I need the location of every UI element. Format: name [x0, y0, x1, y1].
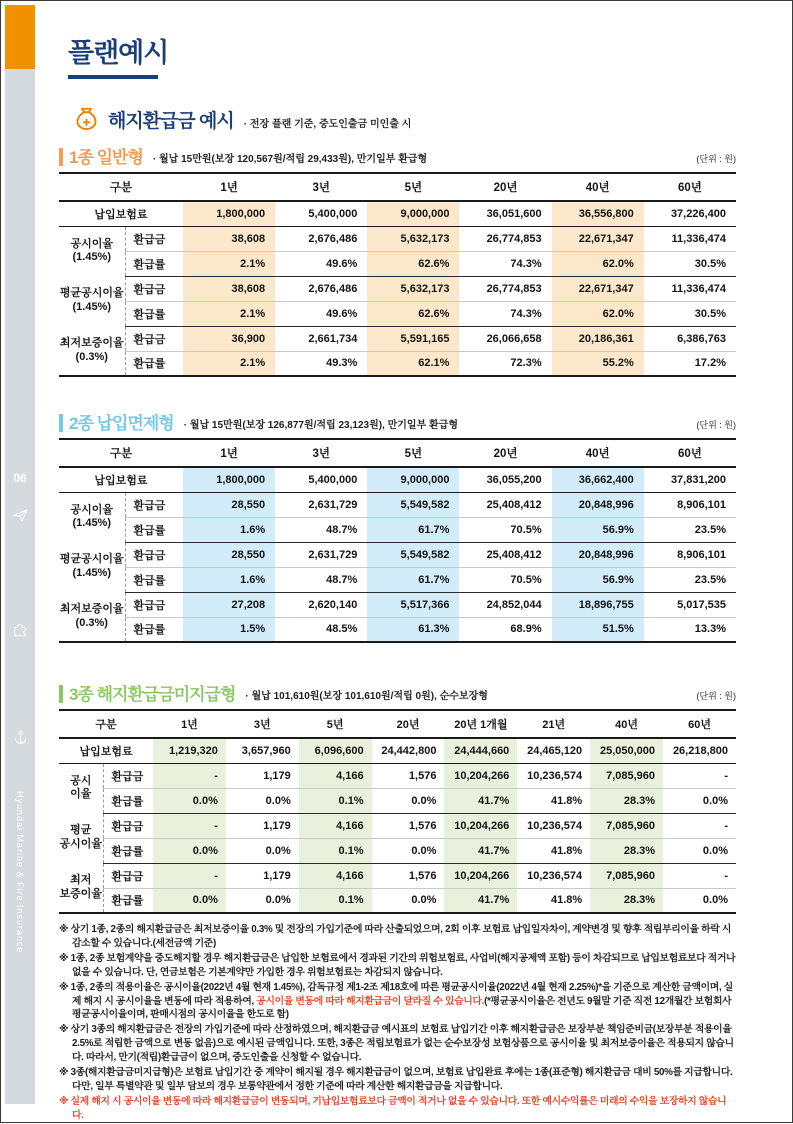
rate-row [59, 617, 736, 642]
refund-row [59, 326, 736, 351]
premium-value: 25,050,000 [590, 738, 663, 763]
refund-value: - [663, 863, 736, 888]
table-header-row [59, 710, 736, 738]
section-title: 3종 해지환급금미지급형 [69, 685, 236, 704]
column-header-year: 60년 [644, 173, 736, 201]
section-accent-bar [59, 685, 63, 703]
refund-value: 4,166 [299, 863, 372, 888]
rate-label: 환급률 [103, 838, 153, 863]
footnote-red-text: ※ 실제 해지 시 공시이율 변동에 따라 해지환급금이 변동되며, 기납입보험료보다 금액이 적거나 없을 수 있습니다. 또한 예시수익률은 미래의 수익을 보장하지 않습니다. [59, 1095, 727, 1121]
column-header-year: 40년 [590, 710, 663, 738]
table-header-row [59, 173, 736, 201]
premium-value: 36,556,800 [552, 201, 644, 226]
rate-value: 0.0% [372, 788, 445, 813]
refund-value: 2,631,729 [275, 542, 367, 567]
section-header [59, 685, 736, 703]
premium-row-label: 납입보험료 [59, 467, 183, 492]
rate-value: 49.3% [275, 351, 367, 376]
premium-value: 5,400,000 [275, 201, 367, 226]
premium-value: 1,800,000 [183, 201, 275, 226]
premium-value: 9,000,000 [367, 467, 459, 492]
plan-table-2 [59, 438, 736, 643]
rate-value: 28.3% [590, 788, 663, 813]
column-header-year: 1년 [183, 439, 275, 467]
footnote [59, 1023, 736, 1065]
rate-value: 1.5% [183, 617, 275, 642]
rate-row [59, 888, 736, 913]
refund-value: 20,848,996 [552, 492, 644, 517]
column-header-year: 5년 [367, 173, 459, 201]
refund-value: 26,774,853 [459, 276, 551, 301]
rate-value: 0.0% [226, 788, 299, 813]
rate-value: 13.3% [644, 617, 736, 642]
footnote-text: ※ 상기 1종, 2종의 해지환급금은 최저보증이율 0.3% 및 전장의 가입기준에 따라 산출되었으며, 2회 이후 보험료 납입일자차이, 계약변경 및 향후 적립부리이율 하락 시 감소할 수 있습니다.(세전금액 기준) [59, 924, 732, 949]
group-label: 공시이율 (1.45%) [59, 492, 125, 542]
plan-table-3 [59, 709, 736, 914]
plan-table-slot-3 [59, 709, 736, 914]
column-header-year: 21년 [517, 710, 590, 738]
premium-row-label: 납입보험료 [59, 201, 183, 226]
refund-value: 20,848,996 [552, 542, 644, 567]
premium-value: 24,442,800 [372, 738, 445, 763]
content-area [59, 1, 736, 1124]
refund-value: 7,085,960 [590, 863, 663, 888]
unit-label: (단위 : 원) [696, 154, 736, 164]
sidebar-strip [5, 69, 35, 1104]
column-header-year: 1년 [153, 710, 226, 738]
refund-value: 11,336,474 [644, 226, 736, 251]
anchor-icon [5, 729, 35, 746]
rate-row [59, 567, 736, 592]
column-header-year: 60년 [663, 710, 736, 738]
rate-value: 48.7% [275, 567, 367, 592]
premium-value: 3,657,960 [226, 738, 299, 763]
refund-value: 25,408,412 [459, 492, 551, 517]
refund-value: 26,774,853 [459, 226, 551, 251]
refund-value: - [153, 863, 226, 888]
premium-value: 6,096,600 [299, 738, 372, 763]
refund-value: 2,676,486 [275, 276, 367, 301]
footnote-red-text: 공시이율 변동에 따라 해지환급금이 달라질 수 있습니다. [256, 995, 485, 1007]
rate-value: 41.7% [444, 888, 517, 913]
column-header-year: 20년 [372, 710, 445, 738]
surrender-value-heading [59, 106, 736, 133]
rate-value: 68.9% [459, 617, 551, 642]
refund-value: 28,550 [183, 492, 275, 517]
column-header-year: 40년 [552, 439, 644, 467]
rate-value: 0.0% [372, 838, 445, 863]
section-title: 2종 납입면제형 [69, 414, 174, 433]
rate-value: 1.6% [183, 517, 275, 542]
refund-value: 5,632,173 [367, 226, 459, 251]
rate-value: 41.8% [517, 838, 590, 863]
refund-label: 환급금 [125, 326, 183, 351]
refund-value: 10,204,266 [444, 813, 517, 838]
rate-value: 23.5% [644, 517, 736, 542]
footnote [59, 1066, 736, 1094]
refund-value: 5,017,535 [644, 592, 736, 617]
refund-value: - [153, 763, 226, 788]
refund-value: 10,204,266 [444, 763, 517, 788]
rate-value: 74.3% [459, 301, 551, 326]
refund-value: 2,676,486 [275, 226, 367, 251]
group-label: 최저보증이율 (0.3%) [59, 592, 125, 642]
plan-table-1 [59, 172, 736, 377]
rate-value: 70.5% [459, 517, 551, 542]
column-header-year: 3년 [275, 439, 367, 467]
premium-value: 37,831,200 [644, 467, 736, 492]
refund-row [59, 492, 736, 517]
money-pouch-icon [73, 106, 100, 133]
rate-value: 0.1% [299, 838, 372, 863]
premium-value: 37,226,400 [644, 201, 736, 226]
rate-value: 0.1% [299, 888, 372, 913]
refund-value: 7,085,960 [590, 813, 663, 838]
group-label: 평균 공시이율 [59, 813, 103, 863]
section-title: 1종 일반형 [69, 148, 143, 167]
refund-value: 24,852,044 [459, 592, 551, 617]
premium-value: 1,800,000 [183, 467, 275, 492]
refund-value: 8,906,101 [644, 492, 736, 517]
rate-value: 30.5% [644, 251, 736, 276]
column-header-year: 3년 [226, 710, 299, 738]
refund-label: 환급금 [125, 592, 183, 617]
refund-label: 환급금 [125, 492, 183, 517]
refund-value: 8,906,101 [644, 542, 736, 567]
refund-value: 1,179 [226, 863, 299, 888]
rate-value: 41.8% [517, 888, 590, 913]
footnote-text: ※ 1종, 2종의 적용이율은 공시이율(2022년 4월 현재 1.45%), 감독규정 제1-2조 제18호에 따른 평균공시이율(2022년 4월 현재 2.25%)*을 기준으로 계산한 금액이며, 실제 해지 시 공시이율을 변동에 따라 적용하여, [59, 981, 733, 1007]
column-header-year: 3년 [275, 173, 367, 201]
premium-value: 36,051,600 [459, 201, 551, 226]
refund-row [59, 592, 736, 617]
refund-value: 38,608 [183, 226, 275, 251]
rate-label: 환급률 [125, 351, 183, 376]
premium-value: 1,219,320 [153, 738, 226, 763]
rate-value: 48.5% [275, 617, 367, 642]
rate-value: 49.6% [275, 301, 367, 326]
refund-label: 환급금 [125, 226, 183, 251]
rate-value: 55.2% [552, 351, 644, 376]
plan-table-slot-2 [59, 438, 736, 643]
group-label: 평균공시이율 (1.45%) [59, 542, 125, 592]
rate-label: 환급률 [125, 517, 183, 542]
refund-value: 36,900 [183, 326, 275, 351]
premium-row [59, 467, 736, 492]
refund-value: 10,204,266 [444, 863, 517, 888]
rate-value: 62.0% [552, 251, 644, 276]
refund-value: 10,236,574 [517, 863, 590, 888]
refund-value: 1,576 [372, 863, 445, 888]
section-header [59, 414, 736, 432]
column-header-year: 20년 1개월 [444, 710, 517, 738]
refund-label: 환급금 [103, 863, 153, 888]
refund-value: 25,408,412 [459, 542, 551, 567]
rate-value: 61.7% [367, 567, 459, 592]
refund-value: 18,896,755 [552, 592, 644, 617]
refund-value: 5,591,165 [367, 326, 459, 351]
sidebar-orange-block [5, 5, 35, 69]
rate-value: 1.6% [183, 567, 275, 592]
group-label: 최저보증이율 (0.3%) [59, 326, 125, 376]
rate-row [59, 838, 736, 863]
premium-value: 24,465,120 [517, 738, 590, 763]
refund-value: 5,632,173 [367, 276, 459, 301]
refund-value: 28,550 [183, 542, 275, 567]
premium-row [59, 738, 736, 763]
footnote-text: (*평균공시이율은 전년도 9월말 기준 직전 12개월간 보험회사 평균공시이율이며, 판매시점의 공시이율을 한도로 함) [72, 995, 732, 1021]
rate-row [59, 351, 736, 376]
rate-row [59, 301, 736, 326]
table-header-row [59, 439, 736, 467]
section-type1-standard [59, 148, 736, 377]
section-header [59, 148, 736, 166]
page-title: 플랜예시 [68, 38, 169, 68]
refund-value: 7,085,960 [590, 763, 663, 788]
refund-value: 2,661,734 [275, 326, 367, 351]
rate-value: 0.0% [663, 888, 736, 913]
paper-plane-icon [5, 507, 35, 524]
brand-vertical-text: Hyundai Marine & Fire Insurance [15, 791, 25, 954]
refund-value: 27,208 [183, 592, 275, 617]
group-label: 공시이율 (1.45%) [59, 226, 125, 276]
heading-subtitle: · 전장 플랜 기준, 중도인출금 미인출 시 [243, 119, 412, 130]
refund-value: 26,066,658 [459, 326, 551, 351]
premium-row-label: 납입보험료 [59, 738, 153, 763]
refund-value: 22,671,347 [552, 226, 644, 251]
rate-value: 2.1% [183, 351, 275, 376]
refund-value: - [663, 763, 736, 788]
page-number: 06 [13, 471, 27, 485]
rate-value: 49.6% [275, 251, 367, 276]
refund-value: 20,186,361 [552, 326, 644, 351]
rate-value: 56.9% [552, 567, 644, 592]
rate-label: 환급률 [125, 617, 183, 642]
rate-value: 28.3% [590, 888, 663, 913]
rate-value: 70.5% [459, 567, 551, 592]
section-subtitle: · 월납 101,610원(보장 101,610원/적립 0원), 순수보장형 [245, 691, 488, 702]
group-label: 공시 이율 [59, 763, 103, 813]
rate-value: 2.1% [183, 251, 275, 276]
refund-value: 2,631,729 [275, 492, 367, 517]
column-header-gubun: 구분 [59, 173, 183, 201]
rate-value: 72.3% [459, 351, 551, 376]
rate-label: 환급률 [125, 567, 183, 592]
footnote [59, 923, 736, 951]
rate-value: 23.5% [644, 567, 736, 592]
rate-value: 30.5% [644, 301, 736, 326]
footnote [59, 1095, 736, 1123]
footnotes [59, 923, 736, 1123]
rate-row [59, 788, 736, 813]
refund-row [59, 813, 736, 838]
refund-value: 1,576 [372, 763, 445, 788]
rate-value: 41.8% [517, 788, 590, 813]
refund-value: 1,576 [372, 813, 445, 838]
section-accent-bar [59, 148, 63, 166]
footnote [59, 981, 736, 1023]
rate-label: 환급률 [125, 301, 183, 326]
rate-value: 51.5% [552, 617, 644, 642]
unit-label: (단위 : 원) [696, 420, 736, 430]
rate-value: 0.0% [663, 838, 736, 863]
refund-row [59, 542, 736, 567]
rate-value: 0.0% [226, 888, 299, 913]
refund-value: - [663, 813, 736, 838]
section-type3-no-refund [59, 685, 736, 914]
rate-value: 62.6% [367, 251, 459, 276]
column-header-year: 20년 [459, 173, 551, 201]
rate-value: 0.0% [153, 888, 226, 913]
rate-label: 환급률 [103, 788, 153, 813]
rate-label: 환급률 [103, 888, 153, 913]
premium-row [59, 201, 736, 226]
refund-value: 38,608 [183, 276, 275, 301]
refund-value: 5,549,582 [367, 492, 459, 517]
puzzle-icon [5, 621, 35, 638]
refund-row [59, 763, 736, 788]
rate-value: 74.3% [459, 251, 551, 276]
column-header-year: 5년 [367, 439, 459, 467]
refund-value: 11,336,474 [644, 276, 736, 301]
rate-row [59, 517, 736, 542]
rate-value: 61.3% [367, 617, 459, 642]
column-header-year: 40년 [552, 173, 644, 201]
rate-value: 62.0% [552, 301, 644, 326]
rate-value: 41.7% [444, 788, 517, 813]
refund-value: 5,549,582 [367, 542, 459, 567]
rate-value: 28.3% [590, 838, 663, 863]
rate-value: 62.1% [367, 351, 459, 376]
rate-value: 56.9% [552, 517, 644, 542]
rate-value: 2.1% [183, 301, 275, 326]
rate-value: 0.0% [372, 888, 445, 913]
refund-value: - [153, 813, 226, 838]
rate-label: 환급률 [125, 251, 183, 276]
refund-label: 환급금 [125, 542, 183, 567]
rate-value: 0.0% [153, 838, 226, 863]
section-accent-bar [59, 414, 63, 432]
rate-value: 62.6% [367, 301, 459, 326]
refund-label: 환급금 [103, 763, 153, 788]
refund-value: 10,236,574 [517, 813, 590, 838]
refund-value: 6,386,763 [644, 326, 736, 351]
section-type2-waiver [59, 414, 736, 643]
column-header-year: 5년 [299, 710, 372, 738]
refund-value: 4,166 [299, 813, 372, 838]
rate-value: 0.0% [153, 788, 226, 813]
section-subtitle: · 월납 15만원(보장 120,567원/적립 29,433원), 만기일부 환급형 [152, 154, 428, 165]
refund-value: 5,517,366 [367, 592, 459, 617]
refund-value: 22,671,347 [552, 276, 644, 301]
premium-value: 36,662,400 [552, 467, 644, 492]
refund-label: 환급금 [125, 276, 183, 301]
refund-value: 4,166 [299, 763, 372, 788]
rate-value: 61.7% [367, 517, 459, 542]
premium-value: 26,218,800 [663, 738, 736, 763]
rate-value: 17.2% [644, 351, 736, 376]
group-label: 평균공시이율 (1.45%) [59, 276, 125, 326]
heading-title: 해지환급금 예시 [108, 111, 234, 132]
footnote [59, 952, 736, 980]
column-header-year: 20년 [459, 439, 551, 467]
refund-value: 1,179 [226, 763, 299, 788]
section-subtitle: · 월납 15만원(보장 126,877원/적립 23,123원), 만기일부 환급형 [183, 420, 459, 431]
premium-value: 5,400,000 [275, 467, 367, 492]
plan-table-slot-1 [59, 172, 736, 377]
refund-value: 2,620,140 [275, 592, 367, 617]
refund-row [59, 226, 736, 251]
footnote-text: ※ 1종, 2종 보험계약을 중도해지할 경우 해지환급금은 납입한 보험료에서 경과된 기간의 위험보험료, 사업비(해지공제액 포함) 등이 차감되므로 납입보험료보다 적거나 없을 수 있습니다. 단, 연금보험은 기본계약만 가입한 경우 위험보험료는 차감되지 않습니다. [59, 952, 736, 978]
column-header-year: 60년 [644, 439, 736, 467]
column-header-gubun: 구분 [59, 439, 183, 467]
refund-row [59, 863, 736, 888]
footnote-text: ※ 3종(해지환급금미지급형)은 보험료 납입기간 중 계약이 해지될 경우 해지환급금이 없으며, 보험료 납입완료 후에는 1종(표준형) 해지환급금 대비 50%를 지급합니다. 다만, 일부 특별약관 및 일부 담보의 경우 보통약관에서 정한 기준에 따라 계산한 해지환급금을 지급합니다. [59, 1067, 733, 1092]
rate-value: 0.0% [226, 838, 299, 863]
unit-label: (단위 : 원) [696, 691, 736, 701]
refund-row [59, 276, 736, 301]
premium-value: 24,444,660 [444, 738, 517, 763]
column-header-year: 1년 [183, 173, 275, 201]
rate-value: 0.1% [299, 788, 372, 813]
premium-value: 36,055,200 [459, 467, 551, 492]
rate-value: 41.7% [444, 838, 517, 863]
footnote-text: ※ 상기 3종의 해지환급금은 전장의 가입기준에 따라 산정하였으며, 해지환급금 예시표의 보험료 납입기간 이후 해지환급금은 보장부분 책임준비금(보장부분 적용이율 2.5%로 적립한 금액으로 변동 없음)으로 예시된 금액입니다. 또한, 3종은 적립보험료가 없는 순수보장성 보험상품으로 공시이율 및 최저보증이율은 적용되지 않습니다. 따라서, 만기(적립)환급금이 없으며, 중도인출을 신청할 수 없습니다. [59, 1024, 734, 1064]
group-label: 최저 보증이율 [59, 863, 103, 913]
premium-value: 9,000,000 [367, 201, 459, 226]
refund-label: 환급금 [103, 813, 153, 838]
refund-value: 1,179 [226, 813, 299, 838]
column-header-gubun: 구분 [59, 710, 153, 738]
refund-value: 10,236,574 [517, 763, 590, 788]
rate-value: 0.0% [663, 788, 736, 813]
title-underline [68, 75, 158, 79]
rate-row [59, 251, 736, 276]
rate-value: 48.7% [275, 517, 367, 542]
